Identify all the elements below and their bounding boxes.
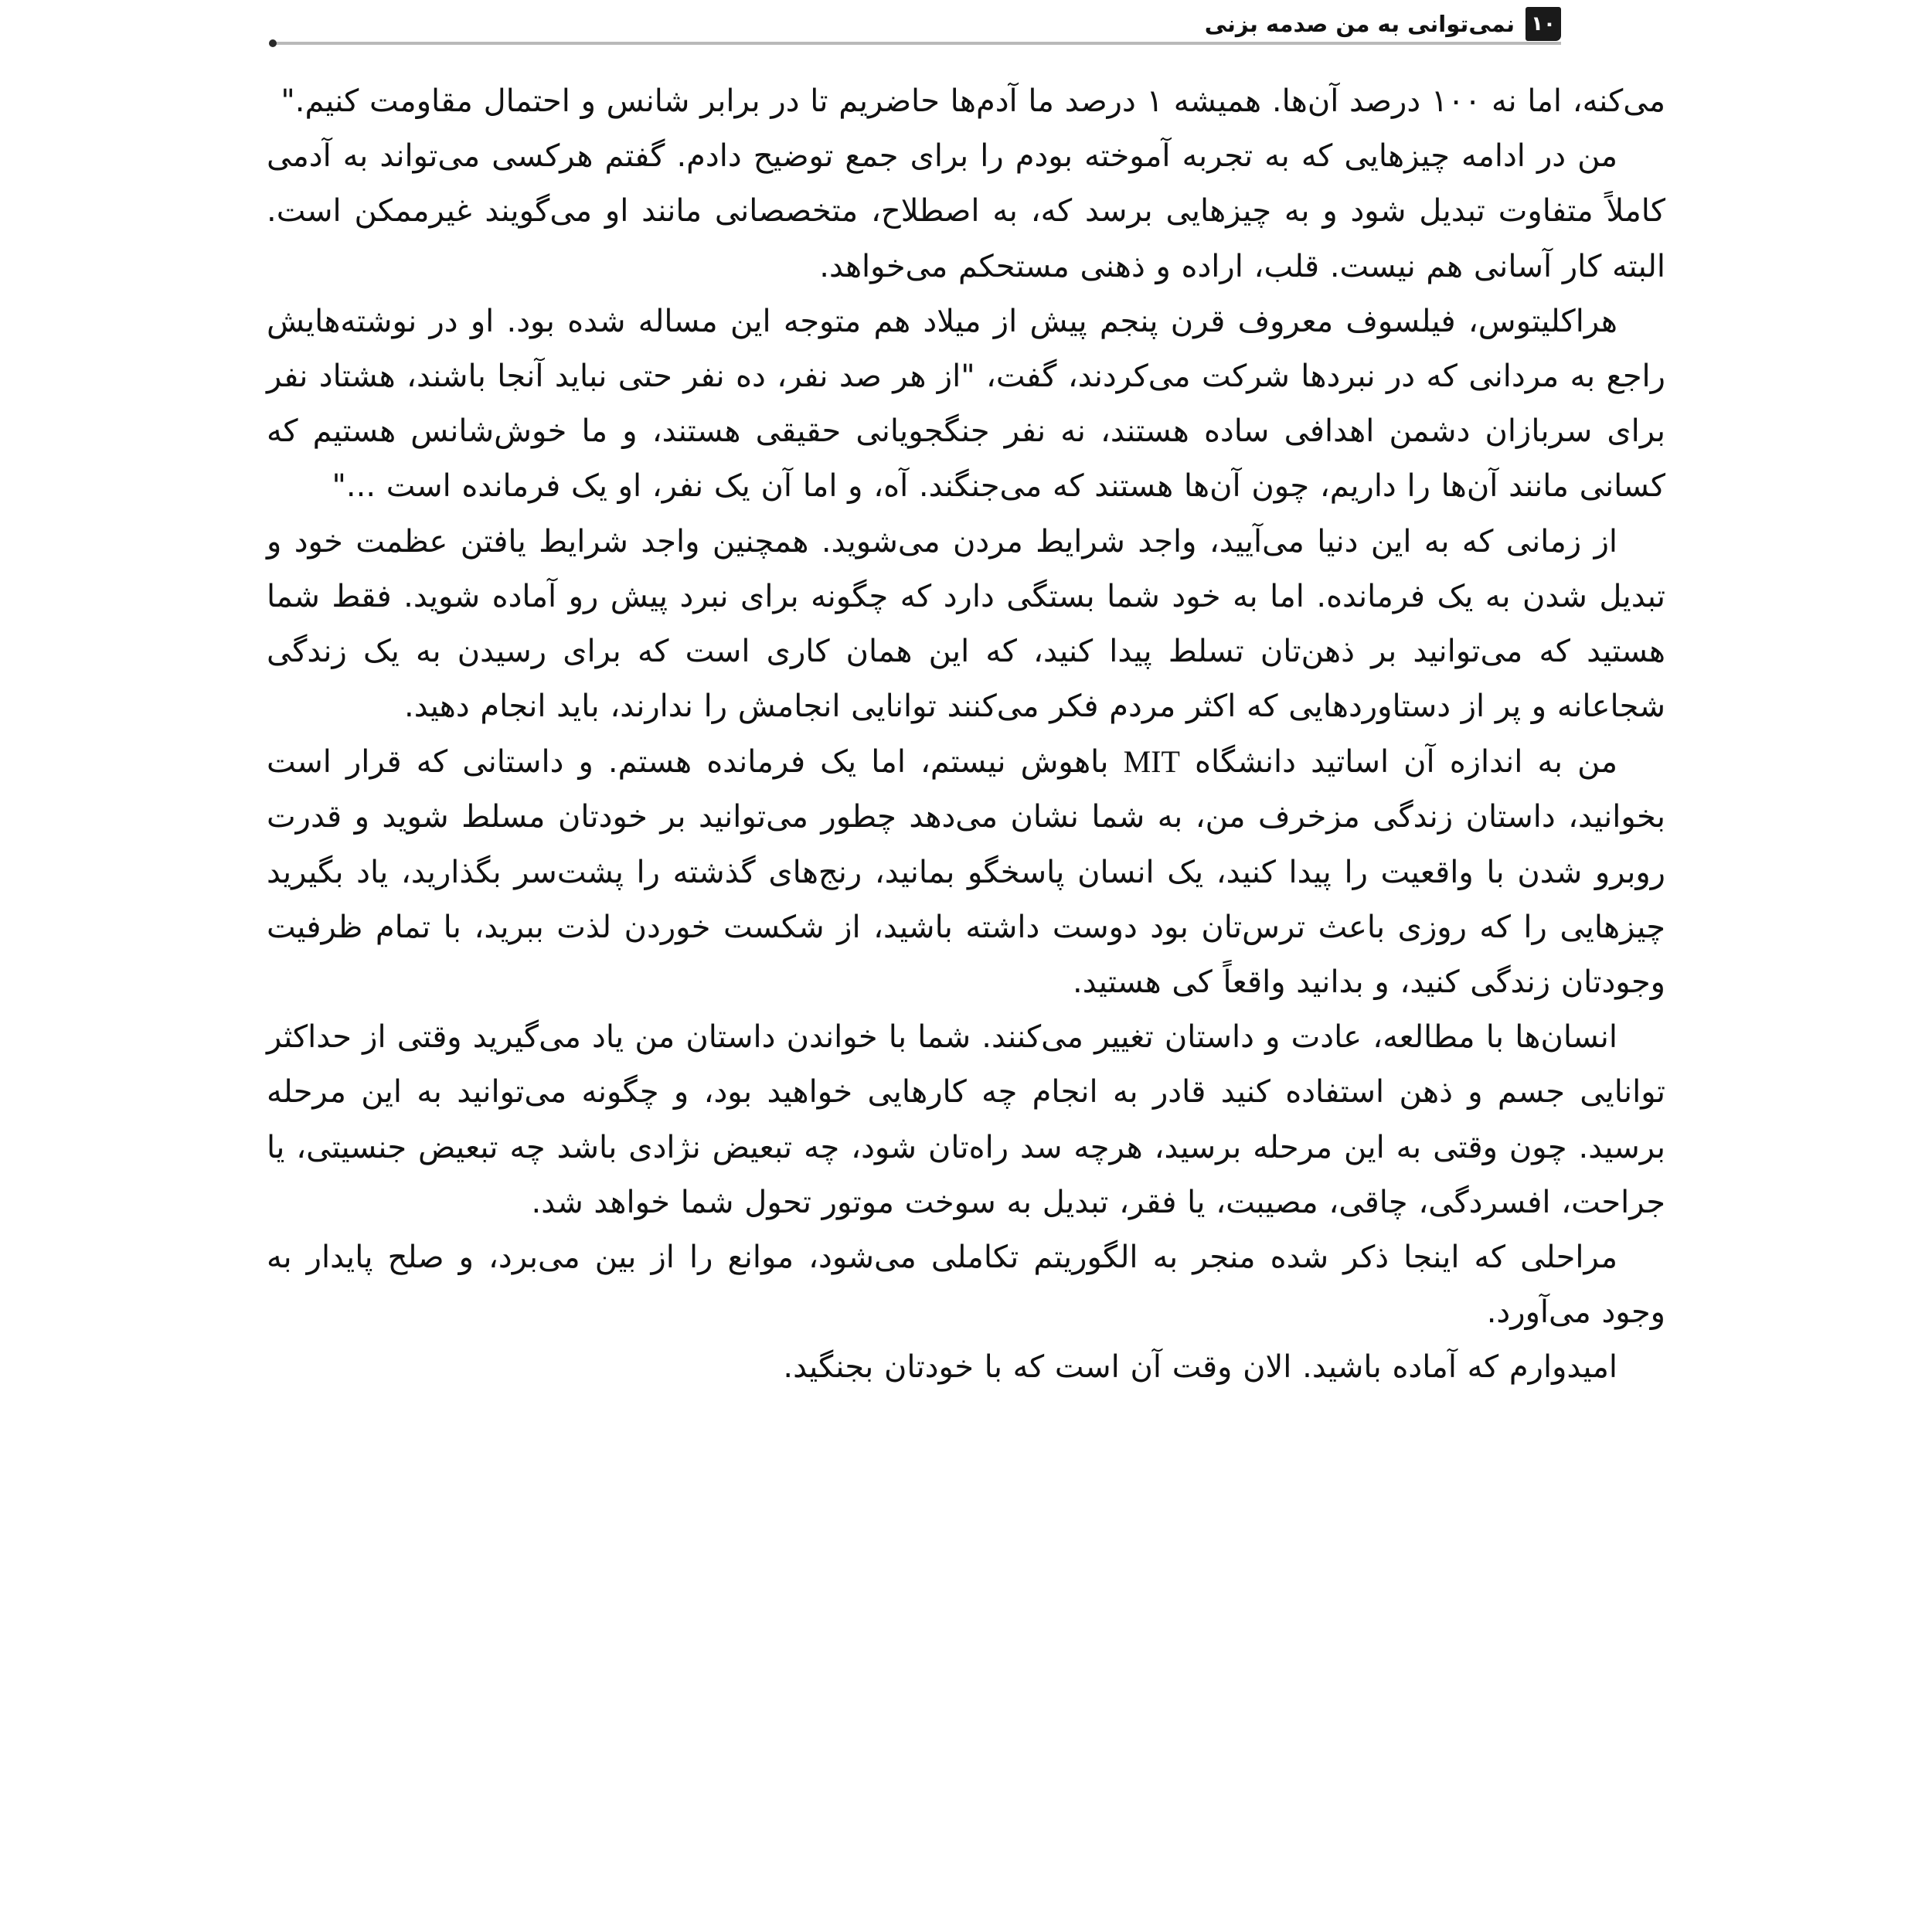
paragraph-p-mit: من به اندازه آن اساتید دانشگاه MIT باهوش نیستم، اما یک فرمانده هستم. و داستانی که قرار است بخوانید، داستان زندگی مزخرف من، به شما نشان می‌دهد چطور می‌توانید بر خودتان مسلط شوید و قدرت روبرو شدن با واقعیت را پیدا کنید، یک انسان پاسخگو بمانید، رنج‌های گذشته را پشت‌سر بگذارید، یاد بگیرید چیزهایی را که روزی باعث ترس‌تان بود دوست داشته باشید، از شکست خوردن لذت ببرید، با تمام ظرفیت وجودتان زندگی کنید، و بدانید واقعاً کی هستید. [267,744,1665,1000]
paragraph-p-heraclitus: هراکلیتوس، فیلسوف معروف قرن پنجم پیش از میلاد هم متوجه این مساله شده بود. او در نوشته‌هایش راجع به مردانی که در نبردها شرکت می‌کردند، گفت، "از هر صد نفر، ده نفر حتی نباید آنجا باشند، هشتاد نفر برای سربازان دشمن اهدافی ساده هستند، نه نفر جنگجویانی حقیقی هستند، و ما خوش‌شانس هستیم که کسانی مانند آن‌ها را داریم، چون آن‌ها هستند که می‌جنگند. آه، و اما آن یک نفر، او یک فرمانده است ..." [267,303,1665,505]
paragraph-p-closing: امیدوارم که آماده باشید. الان وقت آن است که با خودتان بجنگید. [783,1349,1617,1386]
paragraph-p-conditions: از زمانی که به این دنیا می‌آیید، واجد شرایط مردن می‌شوید. همچنین واجد شرایط یافتن عظمت خود و تبدیل شدن به یک فرمانده. اما به خود شما بستگی دارد که چگونه برای نبرد پیش رو آماده شوید. فقط شما هستید که می‌توانید بر ذهن‌تان تسلط پیدا کنید، که این همان کاری است که برای رسیدن به یک زندگی شجاعانه و پر از دستاوردهایی که اکثر مردم فکر می‌کنند توانایی انجامش را ندارند، باید انجام دهید. [267,523,1665,725]
latin-term: MIT [1123,744,1180,780]
paragraph-p-algorithm: مراحلی که اینجا ذکر شده منجر به الگوریتم تکاملی می‌شود، موانع را از بین می‌برد، و صلح پایدار به وجود می‌آورد. [267,1239,1665,1331]
paragraph-p-humans-change: انسان‌ها با مطالعه، عادت و داستان تغییر می‌کنند. شما با خواندن داستان من یاد می‌گیرید وقتی از حداکثر توانایی جسم و ذهن استفاده کنید قادر به انجام چه کارهایی خواهید بود، و چگونه می‌توانید به این مرحله برسید. چون وقتی به این مرحله برسید، هرچه سد راه‌تان شود، چه تبعیض نژادی باشد چه تبعیض جنسیتی، یا جراحت، افسردگی، چاقی، مصیبت، یا فقر، تبدیل به سوخت موتور تحول شما خواهد شد. [267,1019,1665,1220]
paragraph-p-explained-to-group: من در ادامه چیزهایی که به تجربه آموخته بودم را برای جمع توضیح دادم. گفتم هرکسی می‌تواند به آدمی کاملاً متفاوت تبدیل شود و به چیزهایی برسد که، به اصطلاح، متخصصانی مانند او می‌گویند غیرممکن است. البته کار آسانی هم نیست. قلب، اراده و ذهنی مستحکم می‌خواهد. [267,138,1665,284]
divider-dot-ornament [269,39,277,47]
running-title: نمی‌توانی به من صدمه بزنی [1204,10,1515,37]
header-divider [270,42,1561,45]
running-head [270,6,1561,42]
page-number-badge: ۱۰ [1526,7,1561,41]
paragraph-p-continuation: می‌کنه، اما نه ۱۰۰ درصد آن‌ها. همیشه ۱ درصد ما آدم‌ها حاضریم تا در برابر شانس و احتمال مقاومت کنیم." [281,83,1665,119]
body-text-block [267,74,1665,1901]
